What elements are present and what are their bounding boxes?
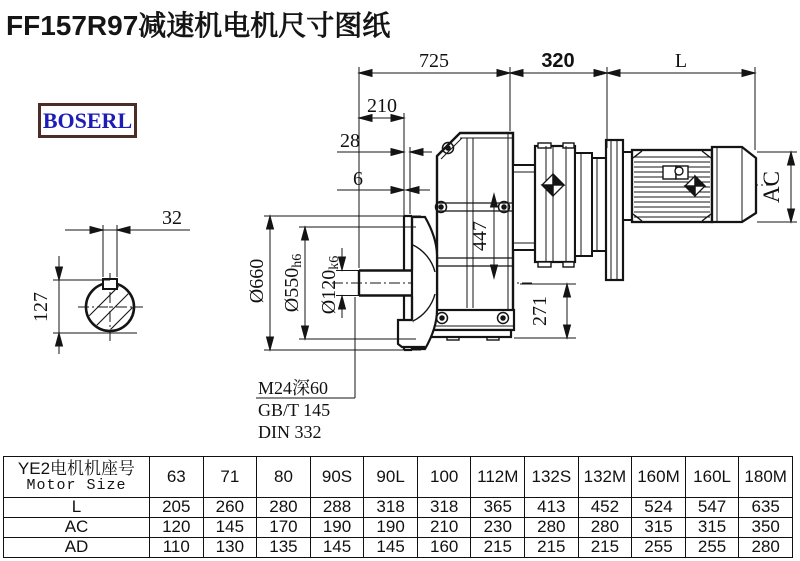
dim-550: Ø550h6	[281, 253, 305, 313]
table-cell: 350	[739, 518, 793, 538]
table-cell: 170	[257, 518, 311, 538]
brand-logo-text: BOSERL	[42, 107, 133, 133]
motor-size-table	[3, 456, 793, 558]
table-cell: 210	[417, 518, 471, 538]
table-col-header: 112M	[471, 457, 525, 498]
table-cell: 160	[417, 538, 471, 558]
table-row	[4, 518, 793, 538]
table-col-header: 71	[203, 457, 257, 498]
table-cell: 280	[525, 518, 579, 538]
table-cell: 130	[203, 538, 257, 558]
table-cell: 452	[578, 498, 632, 518]
table-col-header: 100	[417, 457, 471, 498]
table-col-header: 132M	[578, 457, 632, 498]
table-cell: 524	[632, 498, 686, 518]
note-din: DIN 332	[258, 422, 322, 442]
table-cell: 215	[471, 538, 525, 558]
table-header-en: Motor Size	[26, 477, 127, 495]
dim-447: 447	[469, 221, 491, 251]
dim-127: 127	[30, 292, 52, 322]
table-cell: 110	[150, 538, 204, 558]
table-cell: 255	[632, 538, 686, 558]
table-col-header: 80	[257, 457, 311, 498]
dim-271: 271	[529, 296, 551, 326]
dim-725: 725	[419, 50, 449, 72]
table-cell: 280	[739, 538, 793, 558]
table-cell: 315	[685, 518, 739, 538]
table-cell: 145	[310, 538, 364, 558]
dim-320: 320	[541, 50, 575, 72]
table-row-label: AC	[4, 518, 150, 538]
table-cell: 215	[578, 538, 632, 558]
dim-L: L	[674, 50, 688, 72]
table-cell: 318	[364, 498, 418, 518]
table-cell: 120	[150, 518, 204, 538]
table-row-label: AD	[4, 538, 150, 558]
shaft-section-detail	[75, 275, 152, 366]
table-header-motor-size	[4, 457, 150, 498]
table-cell: 315	[632, 518, 686, 538]
table-cell: 413	[525, 498, 579, 518]
table-col-header: 90S	[310, 457, 364, 498]
dim-120: Ø120k6	[318, 255, 342, 315]
table-cell: 280	[257, 498, 311, 518]
table-cell: 635	[739, 498, 793, 518]
table-cell: 205	[150, 498, 204, 518]
table-cell: 547	[685, 498, 739, 518]
table-cell: 318	[417, 498, 471, 518]
table-col-header: 132S	[525, 457, 579, 498]
table-row-label: L	[4, 498, 150, 518]
table-header-row	[4, 457, 793, 498]
table-col-header: 160M	[632, 457, 686, 498]
motor-adapter	[513, 140, 623, 280]
table-cell: 280	[578, 518, 632, 538]
note-gb: GB/T 145	[258, 400, 331, 420]
table-col-header: 180M	[739, 457, 793, 498]
table-cell: 255	[685, 538, 739, 558]
table-cell: 145	[364, 538, 418, 558]
table-cell: 230	[471, 518, 525, 538]
table-cell: 215	[525, 538, 579, 558]
dim-660: Ø660	[246, 258, 268, 304]
dim-32: 32	[162, 207, 182, 229]
note-thread: M24深60	[258, 378, 329, 398]
page-title: FF157R97减速机电机尺寸图纸	[6, 10, 391, 41]
table-col-header: 63	[150, 457, 204, 498]
table-cell: 260	[203, 498, 257, 518]
table-col-header: 160L	[685, 457, 739, 498]
table-header-cn: YE2电机机座号	[17, 458, 136, 478]
table-row	[4, 538, 793, 558]
dim-28: 28	[340, 130, 360, 152]
table-cell: 135	[257, 538, 311, 558]
table-cell: 190	[364, 518, 418, 538]
dim-6: 6	[353, 168, 363, 190]
dim-AC: AC	[759, 171, 784, 203]
table-cell: 365	[471, 498, 525, 518]
table-cell: 190	[310, 518, 364, 538]
table-cell: 145	[203, 518, 257, 538]
table-cell: 288	[310, 498, 364, 518]
dim-210: 210	[367, 95, 397, 117]
table-row	[4, 498, 793, 518]
table-col-header: 90L	[364, 457, 418, 498]
